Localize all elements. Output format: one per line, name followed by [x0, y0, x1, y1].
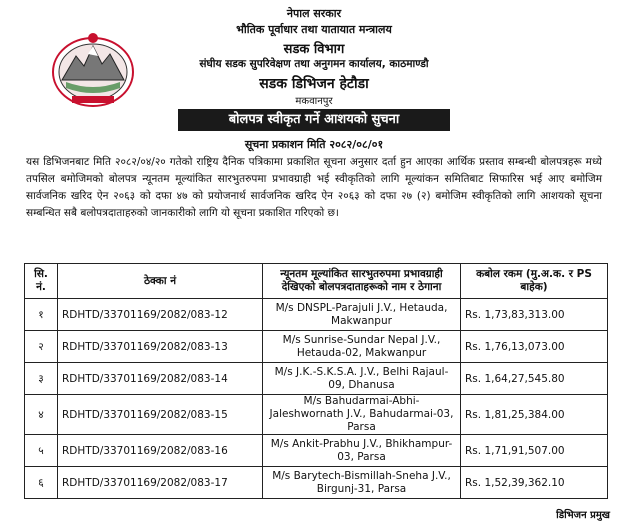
table-row — [25, 331, 608, 363]
row-contract-no: RDHTD/33701169/2082/083-16 — [58, 435, 263, 467]
row-amount: Rs. 1,71,91,507.00 — [461, 435, 608, 467]
row-bidder: M/s Barytech-Bismillah-Sneha J.V., Birgunj-31, Parsa — [263, 467, 461, 499]
row-bidder: M/s Bahudarmai-Abhi-Jaleshwornath J.V., Bahudarmai-03, Parsa — [263, 395, 461, 435]
row-contract-no: RDHTD/33701169/2082/083-15 — [58, 395, 263, 435]
row-bidder: M/s J.K.-S.K.S.A. J.V., Belhi Rajaul-09, Dhanusa — [263, 363, 461, 395]
header-bidder: न्यूनतम मूल्यांकित सारभुतरुपमा प्रभावग्राही देखिएको बोलपत्रदाताहरूको नाम र ठेगाना — [263, 264, 461, 299]
row-amount: Rs. 1,52,39,362.10 — [461, 467, 608, 499]
notice-title: बोलपत्र स्वीकृत गर्ने आशयको सुचना — [178, 109, 450, 131]
notice-body-text: यस डिभिजनबाट मिति २०८२/०४/२० गतेको राष्ट्रिय दैनिक पत्रिकामा प्रकाशित सूचना अनुसार दर्ता हुन आएका आर्थिक प्रस्ताव सम्बन्धी बोलपत्रहरू मध्ये तपसिल बमोजिमको बोलपत्र न्यूनतम मूल्यांकित सारभुतरुपमा प्रभावग्राही भई स्वीकृतिको लागि मूल्यांकन समितिबाट सिफारिस भई आए बमोजिम सार्वजनिक खरिद ऐन २०६३ को दफा ४७ को प्रयोजनार्थ सार्वजनिक खरिद ऐन २०६३ को दफा २७ (२) बमोजिम स्वीकृतिको लागि आशयको सूचना सम्बन्धित सबै बलोपत्रदाताहरुको जानकारीको लागि यो सूचना प्रकाशित गरिएको छ। — [26, 156, 602, 219]
row-contract-no: RDHTD/33701169/2082/083-12 — [58, 299, 263, 331]
row-bidder: M/s Sunrise-Sundar Nepal J.V., Hetauda-02, Makwanpur — [263, 331, 461, 363]
header-sn: सि. नं. — [25, 264, 58, 299]
bid-table — [24, 263, 608, 499]
table-row — [25, 467, 608, 499]
table-row — [25, 435, 608, 467]
row-contract-no: RDHTD/33701169/2082/083-13 — [58, 331, 263, 363]
row-contract-no: RDHTD/33701169/2082/083-17 — [58, 467, 263, 499]
row-amount: Rs. 1,73,83,313.00 — [461, 299, 608, 331]
row-amount: Rs. 1,76,13,073.00 — [461, 331, 608, 363]
row-amount: Rs. 1,64,27,545.80 — [461, 363, 608, 395]
row-contract-no: RDHTD/33701169/2082/083-14 — [58, 363, 263, 395]
row-sn: १ — [25, 299, 58, 331]
row-sn: ६ — [25, 467, 58, 499]
row-sn: ४ — [25, 395, 58, 435]
row-amount: Rs. 1,81,25,384.00 — [461, 395, 608, 435]
header-ministry: भौतिक पूर्वाधार तथा यातायात मन्त्रालय — [236, 23, 392, 36]
header-district: मकवानपुर — [295, 96, 333, 107]
header-contract-no: ठेक्का नं — [58, 264, 263, 299]
header-amount: कबोल रकम (मु.अ.क. र PS बाहेक) — [461, 264, 608, 299]
table-header-row — [25, 264, 608, 299]
row-bidder: M/s DNSPL-Parajuli J.V., Hetauda, Makwanpur — [263, 299, 461, 331]
row-sn: ५ — [25, 435, 58, 467]
row-sn: ३ — [25, 363, 58, 395]
signatory-title: डिभिजन प्रमुख — [556, 510, 610, 521]
row-bidder: M/s Ankit-Prabhu J.V., Bhikhampur-03, Parsa — [263, 435, 461, 467]
header-division: सडक डिभिजन हेटौडा — [259, 76, 369, 92]
header-department: सडक विभाग — [283, 42, 345, 57]
header-office: संघीय सडक सुपरिवेक्षण तथा अनुगमन कार्यालय, काठमाण्डौ — [199, 58, 429, 70]
table-row — [25, 395, 608, 435]
table-row — [25, 363, 608, 395]
row-sn: २ — [25, 331, 58, 363]
publication-date: सूचना प्रकाशन मिति २०८२/०८/०१ — [244, 138, 384, 151]
header-government: नेपाल सरकार — [286, 7, 342, 20]
table-row — [25, 299, 608, 331]
